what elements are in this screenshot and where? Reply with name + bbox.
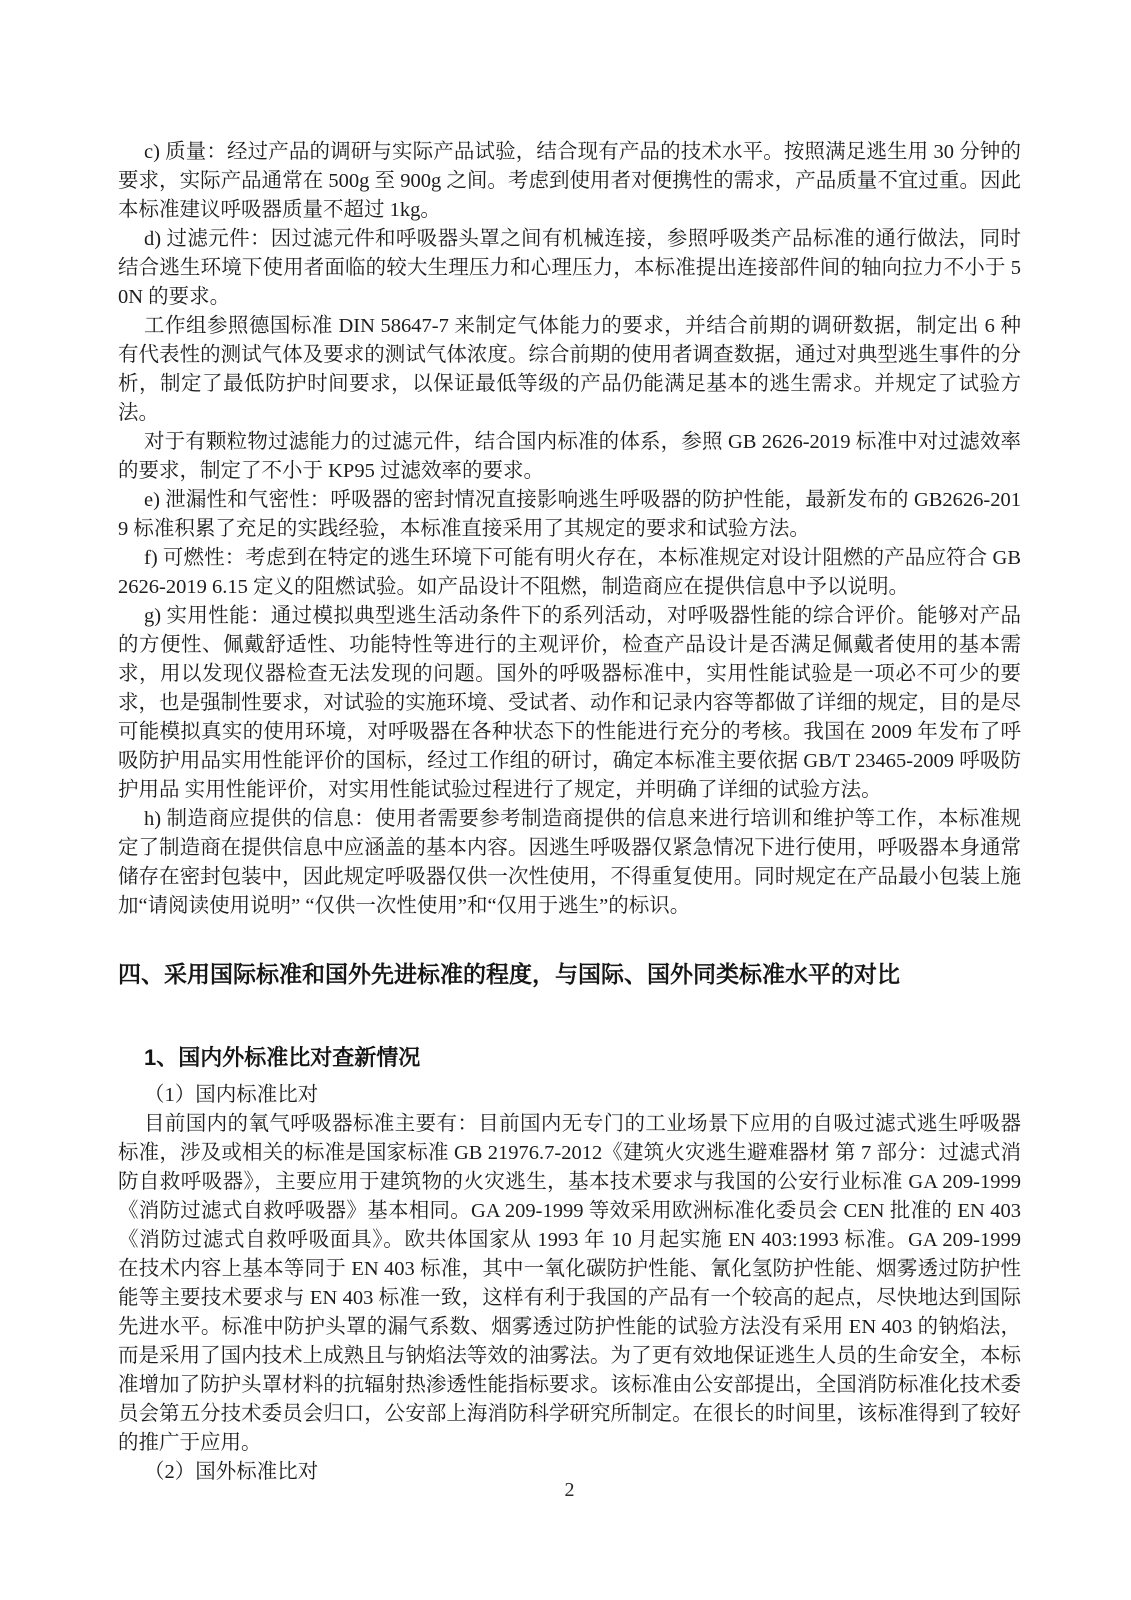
heading-section-four: 四、采用国际标准和国外先进标准的程度，与国际、国外同类标准水平的对比: [118, 961, 900, 987]
heading-sub-comparison-survey: 1、国内外标准比对查新情况: [144, 1045, 421, 1070]
page-number: 2: [564, 1479, 575, 1501]
paragraph-leakage-airtightness: e) 泄漏性和气密性：呼吸器的密封情况直接影响逃生呼吸器的防护性能，最新发布的 GB2626-2019 标准积累了充足的实践经验，本标准直接采用了其规定的要求和试验方法。: [118, 489, 1021, 540]
paragraph-flammability: f) 可燃性：考虑到在特定的逃生环境下可能有明火存在，本标准规定对设计阻燃的产品应符合 GB2626-2019 6.15 定义的阻燃试验。如产品设计不阻燃，制造商应在提供信息中予以说明。: [118, 547, 1021, 598]
paragraph-manufacturer-info: h) 制造商应提供的信息：使用者需要参考制造商提供的信息来进行培训和维护等工作，本标准规定了制造商在提供信息中应涵盖的基本内容。因逃生呼吸器仅紧急情况下进行使用，呼吸器本身通常储存在密封包装中，因此规定呼吸器仅供一次性使用，不得重复使用。同时规定在产品最小包装上施加“请阅读使用说明” “仅供一次性使用”和“仅用于逃生”的标识。: [118, 808, 1021, 917]
heading-foreign-comparison: （2）国外标准比对: [144, 1461, 319, 1483]
heading-domestic-comparison: （1）国内标准比对: [144, 1084, 319, 1106]
page-content: [118, 138, 1021, 1487]
paragraph-practical-performance: g) 实用性能：通过模拟典型逃生活动条件下的系列活动，对呼吸器性能的综合评价。能够对产品的方便性、佩戴舒适性、功能特性等进行的主观评价，检查产品设计是否满足佩戴者使用的基本需求，用以发现仪器检查无法发现的问题。国外的呼吸器标准中，实用性能试验是一项必不可少的要求，也是强制性要求，对试验的实施环境、受试者、动作和记录内容等都做了详细的规定，目的是尽可能模拟真实的使用环境，对呼吸器在各种状态下的性能进行充分的考核。我国在 2009 年发布了呼吸防护用品实用性能评价的国标，经过工作组的研讨，确定本标准主要依据 GB/T 23465-2009 呼吸防护用品 实用性能评价，对实用性能试验过程进行了规定，并明确了详细的试验方法。: [118, 605, 1021, 801]
paragraph-quality: c) 质量：经过产品的调研与实际产品试验，结合现有产品的技术水平。按照满足逃生用 30 分钟的要求，实际产品通常在 500g 至 900g 之间。考虑到使用者对便携性的需求，产品质量不宜过重。因此本标准建议呼吸器质量不超过 1kg。: [118, 141, 1021, 221]
paragraph-domestic-standards: 目前国内的氧气呼吸器标准主要有：目前国内无专门的工业场景下应用的自吸过滤式逃生呼吸器标准，涉及或相关的标准是国家标准 GB 21976.7-2012《建筑火灾逃生避难器材 第 7 部分：过滤式消防自救呼吸器》，主要应用于建筑物的火灾逃生，基本技术要求与我国的公安行业标准 GA 209-1999《消防过滤式自救呼吸器》基本相同。GA 209-1999 等效采用欧洲标准化委员会 CEN 批准的 EN 403《消防过滤式自救呼吸面具》。欧共体国家从 1993 年 10 月起实施 EN 403:1993 标准。GA 209-1999 在技术内容上基本等同于 EN 403 标准，其中一氧化碳防护性能、氰化氢防护性能、烟雾透过防护性能等主要技术要求与 EN 403 标准一致，这样有利于我国的产品有一个较高的起点，尽快地达到国际先进水平。标准中防护头罩的漏气系数、烟雾透过防护性能的试验方法没有采用 EN 403 的钠焰法，而是采用了国内技术上成熟且与钠焰法等效的油雾法。为了更有效地保证逃生人员的生命安全，本标准增加了防护头罩材料的抗辐射热渗透性能指标要求。该标准由公安部提出，全国消防标准化技术委员会第五分技术委员会归口，公安部上海消防科学研究所制定。在很长的时间里，该标准得到了较好的推广于应用。: [118, 1113, 1021, 1454]
paragraph-workgroup-gas-tests: 工作组参照德国标准 DIN 58647-7 来制定气体能力的要求，并结合前期的调研数据，制定出 6 种有代表性的测试气体及要求的测试气体浓度。综合前期的使用者调查数据，通过对典型逃生事件的分析，制定了最低防护时间要求，以保证最低等级的产品仍能满足基本的逃生需求。并规定了试验方法。: [118, 315, 1021, 424]
paragraph-filter-element: d) 过滤元件：因过滤元件和呼吸器头罩之间有机械连接，参照呼吸类产品标准的通行做法，同时结合逃生环境下使用者面临的较大生理压力和心理压力，本标准提出连接部件间的轴向拉力不小于 50N 的要求。: [118, 228, 1021, 308]
paragraph-particle-filter: 对于有颗粒物过滤能力的过滤元件，结合国内标准的体系，参照 GB 2626-2019 标准中对过滤效率的要求，制定了不小于 KP95 过滤效率的要求。: [118, 431, 1021, 482]
